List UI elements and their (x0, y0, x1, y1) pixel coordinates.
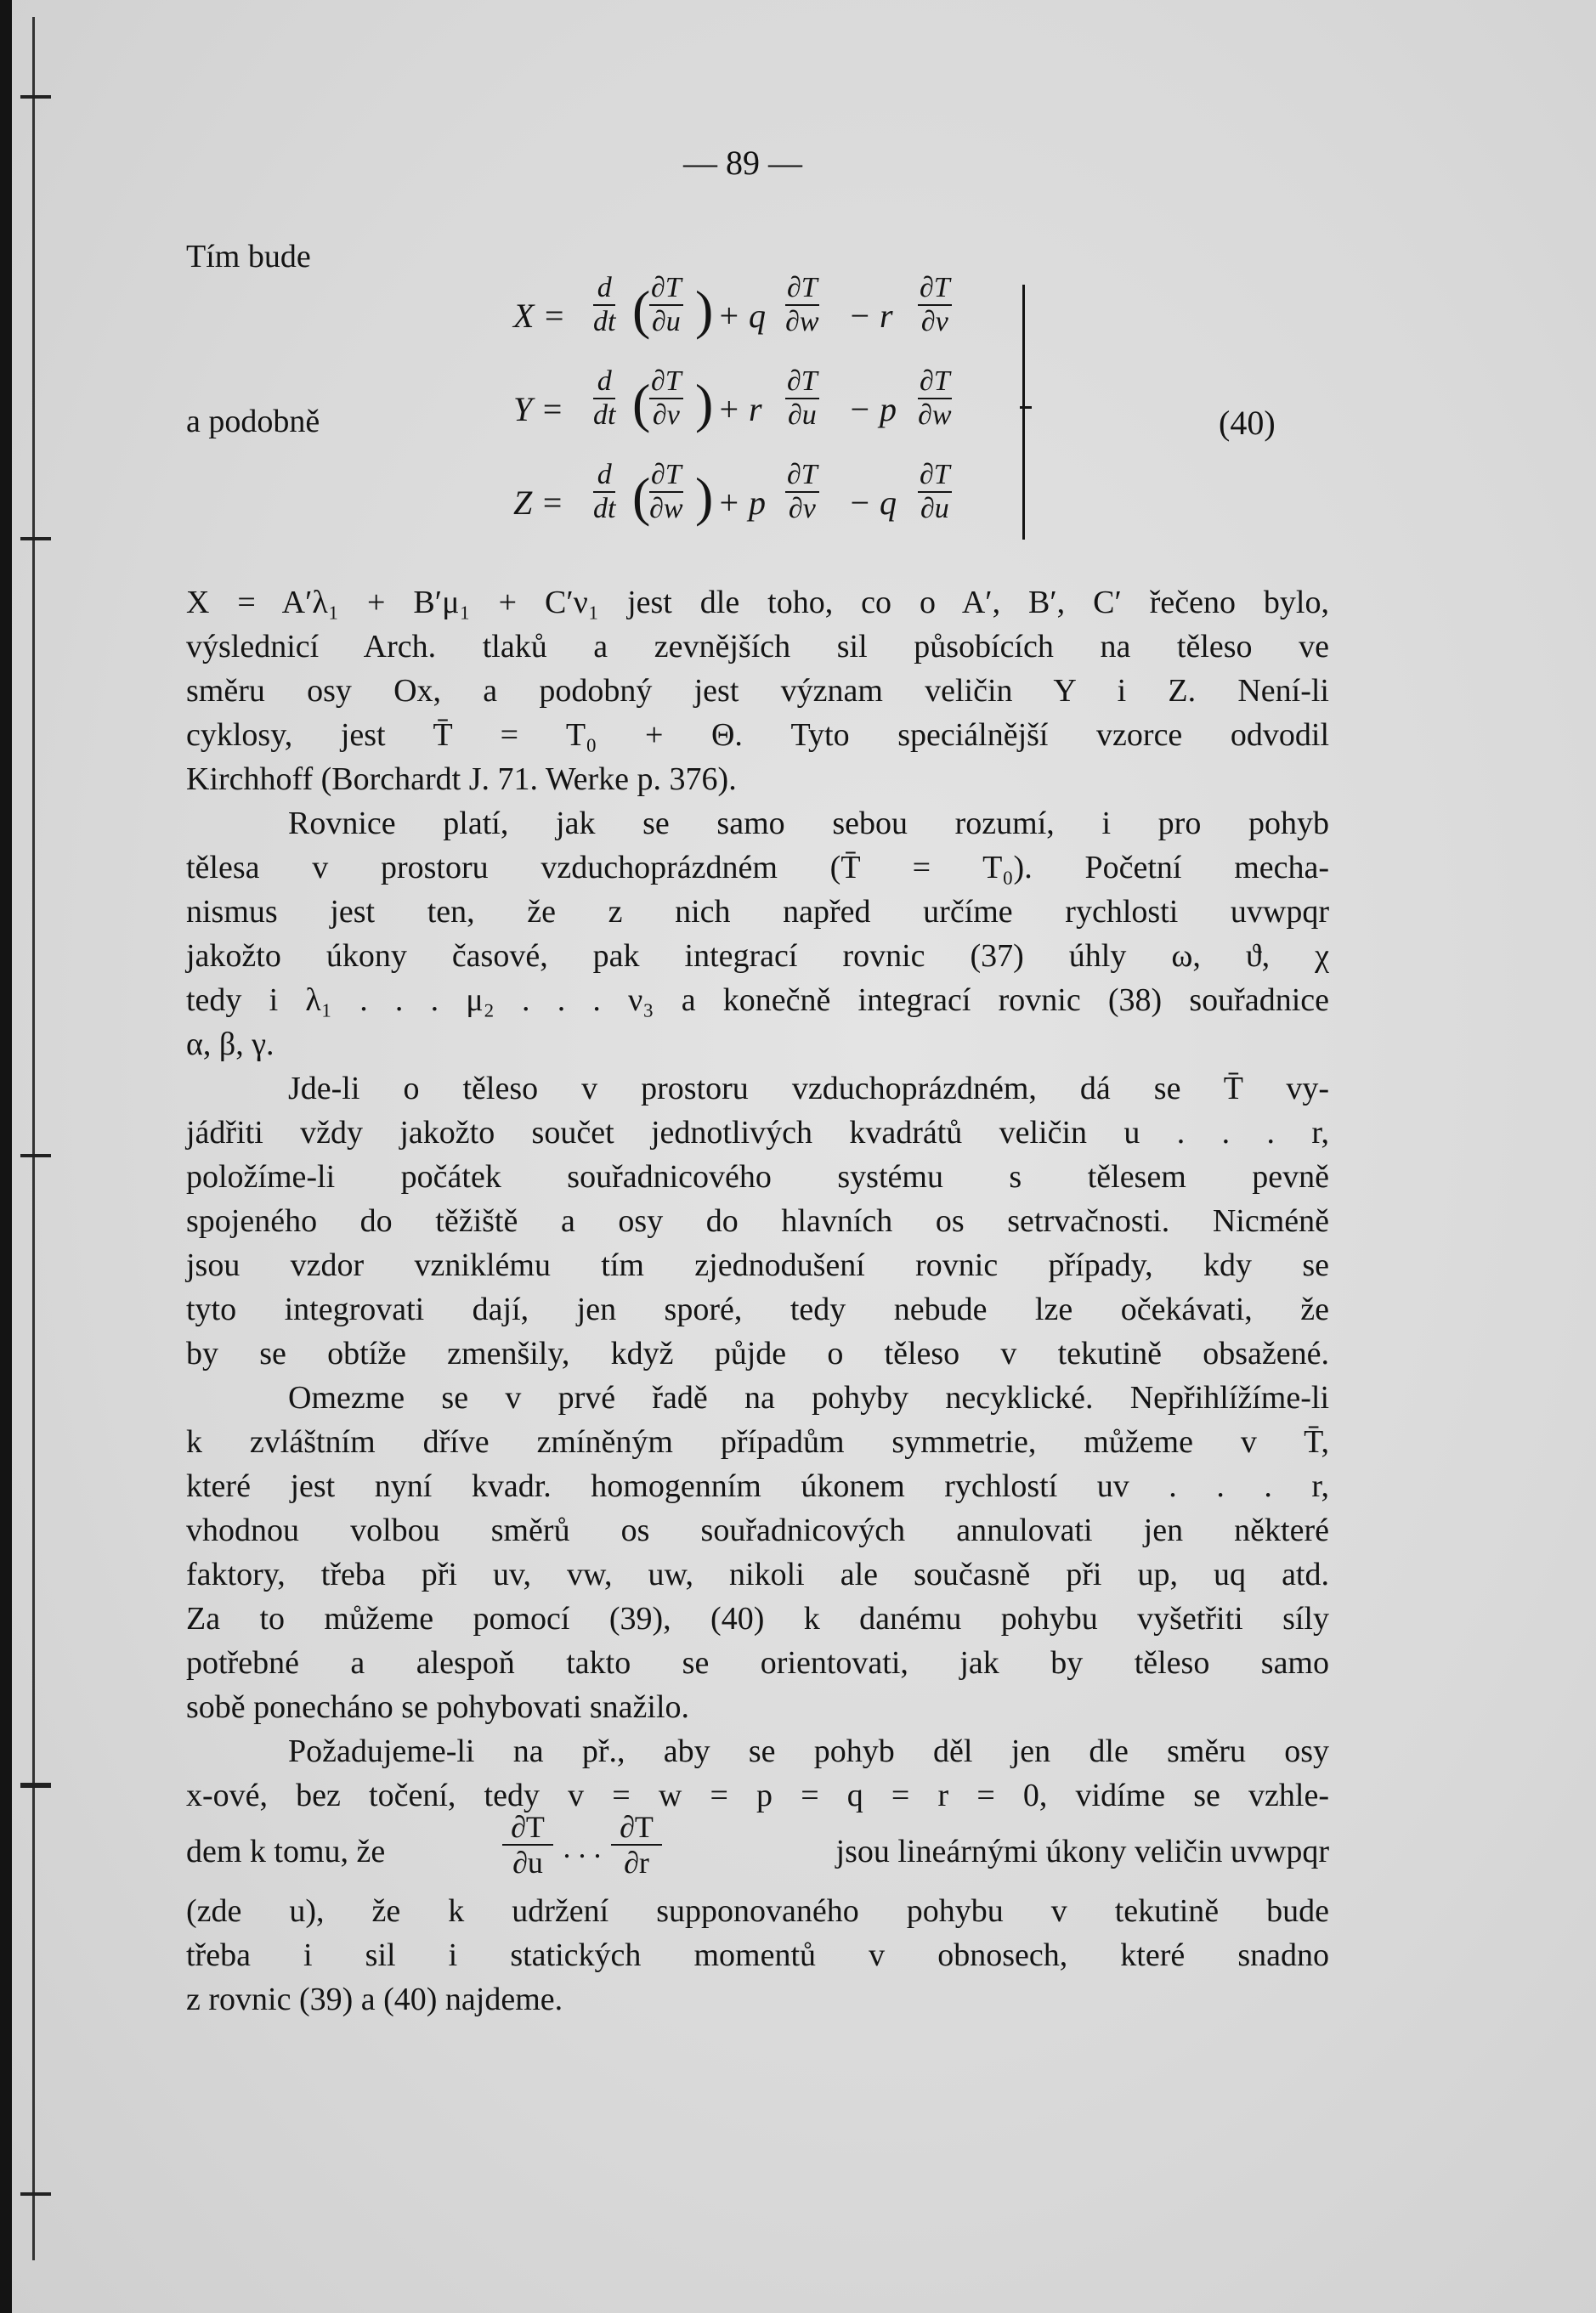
text-line: Jde-li o těleso v prostoru vzduchoprázdném, dá se T̄ vy- (288, 1071, 1329, 1106)
text-line: položíme-li počátek souřadnicového systému s tělesem pevně (186, 1159, 1329, 1195)
margin-tick (20, 95, 51, 99)
label-podobne: a podobně (186, 404, 320, 439)
text-line: nismus jest ten, že z nich napřed určíme rychlosti uvwpqr (186, 894, 1329, 930)
text-line: Rovnice platí, jak se samo sebou rozumí, i pro pohyb (288, 806, 1329, 841)
text-line: potřebné a alespoň takto se orientovati, jak by těleso samo (186, 1645, 1329, 1681)
equation-brace-tip (1020, 406, 1032, 409)
equation-brace (1002, 285, 1025, 540)
margin-tick (20, 2192, 51, 2196)
text-line: Omezme se v prvé řadě na pohyby necyklické. Nepřihlížíme-li (288, 1380, 1329, 1416)
text-line: tedy i λ₁ . . . μ₂ . . . ν₃ a konečně integrací rovnic (38) souřadnice (186, 982, 1329, 1018)
page-number: — 89 — (683, 144, 802, 182)
text-line: spojeného do těžiště a osy do hlavních os setrvačnosti. Nicméně (186, 1203, 1329, 1239)
text-line: jakožto úkony časové, pak integrací rovnic (37) úhly ω, ϑ, χ (186, 938, 1329, 974)
text-line: tělesa v prostoru vzduchoprázdném (T̄ = T₀). Početní mecha- (186, 850, 1329, 885)
margin-rule (32, 17, 35, 2260)
text-line: cyklosy, jest T̄ = T₀ + Θ. Tyto speciálnější vzorce odvodil (186, 717, 1329, 753)
text-line: sobě ponecháno se pohybovati snažilo. (186, 1689, 690, 1725)
text-line: které jest nyní kvadr. homogenním úkonem rychlostí uv . . . r, (186, 1468, 1329, 1504)
text-line: Požadujeme-li na př., aby se pohyb děl jen dle směru osy (288, 1733, 1329, 1769)
label-tim-bude: Tím bude (186, 239, 311, 274)
equation-system (513, 272, 1040, 552)
text-line: faktory, třeba při uv, vw, uw, nikoli ale současně při up, uq atd. (186, 1557, 1329, 1592)
text-line: z rovnic (39) a (40) najdeme. (186, 1982, 563, 2017)
text-line: (zde u), že k udržení supponovaného pohybu v tekutině bude (186, 1893, 1329, 1929)
inline-fraction-a: $\frac{\partial T}{\partial u}$ (502, 1810, 553, 1880)
text-line: jádřiti vždy jakožto součet jednotlivých kvadrátů veličin u . . . r, (186, 1115, 1329, 1151)
text-line: jsou lineárnými úkony veličin uvwpqr (835, 1834, 1329, 1869)
text-line: vhodnou volbou směrů os souřadnicových annulovati jen některé (186, 1513, 1329, 1548)
text-line: třeba i sil i statických momentů v obnosech, které snadno (186, 1937, 1329, 1973)
text-line: k zvláštním dříve zmíněným případům symmetrie, můžeme v T̄, (186, 1424, 1329, 1460)
text-line: X = A′λ₁ + B′μ₁ + C′ν₁ jest dle toho, co o A′, B′, C′ řečeno bylo, (186, 585, 1329, 620)
equation-number: (40) (1219, 404, 1276, 442)
margin-tick (20, 537, 51, 540)
text-line: Za to můžeme pomocí (39), (40) k danému pohybu vyšetřiti síly (186, 1601, 1329, 1637)
inline-fraction-b: $\frac{\partial T}{\partial r}$ (611, 1810, 662, 1880)
equation-z: Z = $\frac{d}{dt}$ ( $\frac{\partial T}{\partial w}$ ) + p $\frac{\partial T}{\partial v}$ − q $\frac{\partial T}{\partial u}$ (513, 459, 950, 527)
equation-y: Y = $\frac{d}{dt}$ ( $\frac{\partial T}{\partial v}$ ) + r $\frac{\partial T}{\partial u}$ − p $\frac{\partial T}{\partial w}$ (513, 365, 952, 433)
margin-tick (20, 1783, 51, 1788)
text-line: jsou vzdor vzniklému tím zjednodušení rovnic případy, kdy se (186, 1247, 1329, 1283)
text-line: dem k tomu, že (186, 1834, 386, 1869)
text-line: by se obtíže zmenšily, když půjde o těleso v tekutině obsažené. (186, 1336, 1329, 1371)
inline-fraction-dots: . . . (563, 1830, 602, 1864)
text-line: x-ové, bez točení, tedy v = w = p = q = r = 0, vidíme se vzhle- (186, 1778, 1329, 1813)
text-line: směru osy Ox, a podobný jest význam veličin Y i Z. Není-li (186, 673, 1329, 709)
text-line: α, β, γ. (186, 1026, 274, 1062)
scanned-page (12, 0, 1596, 2313)
text-line: tyto integrovati dají, jen sporé, tedy nebude lze očekávati, že (186, 1292, 1329, 1327)
margin-tick (20, 1154, 51, 1157)
equation-x: X = $\frac{d}{dt}$ ( $\frac{\partial T}{\partial u}$ ) + q $\frac{\partial T}{\partial w}$ − r $\frac{\partial T}{\partial v}$ (513, 272, 950, 340)
text-line: výslednicí Arch. tlaků a zevnějších sil působících na těleso ve (186, 629, 1329, 664)
text-line: Kirchhoff (Borchardt J. 71. Werke p. 376). (186, 761, 737, 797)
